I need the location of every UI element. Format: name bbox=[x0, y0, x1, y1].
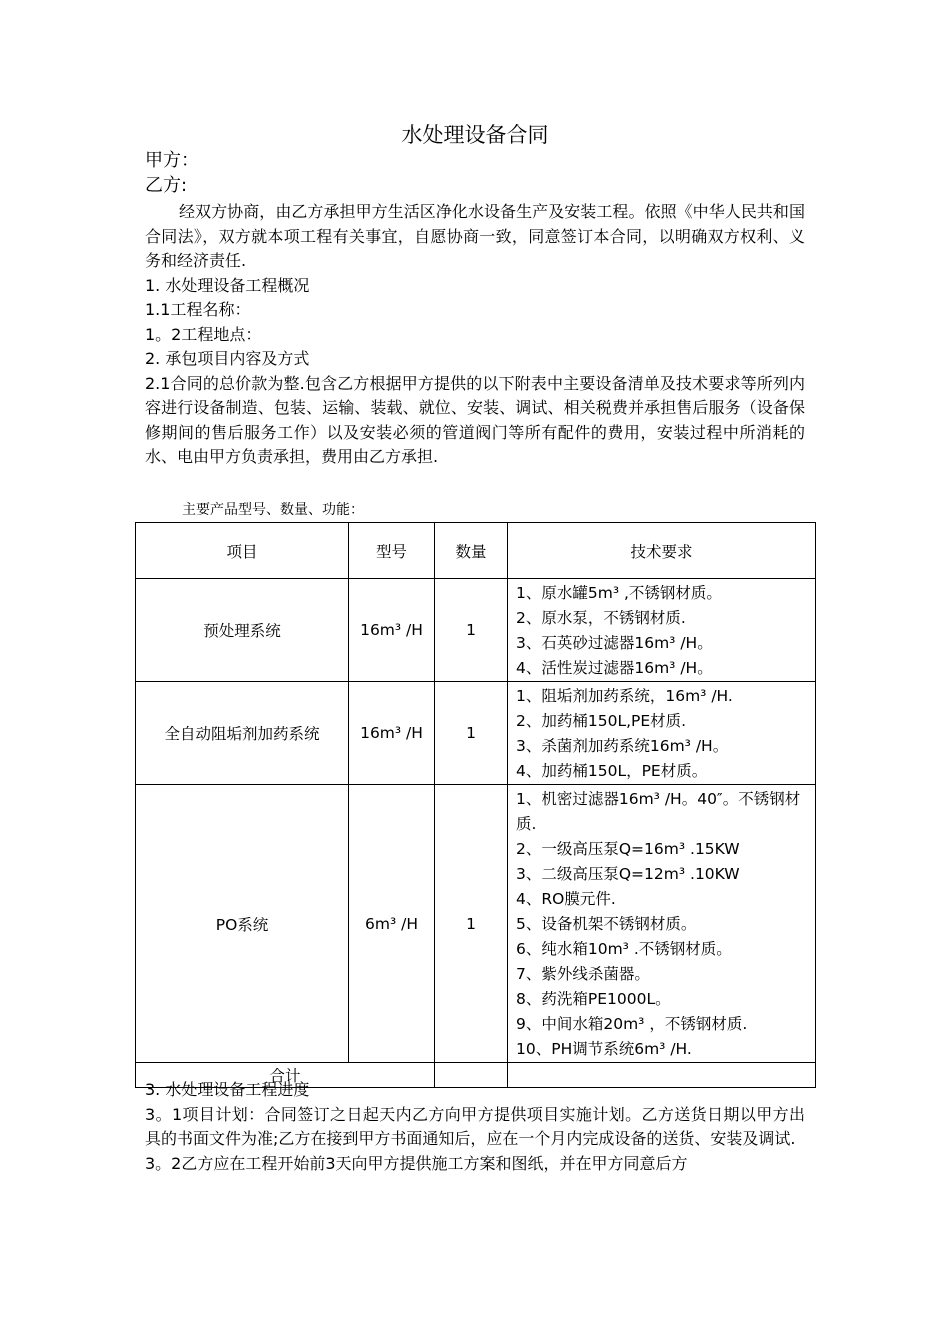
requirement-line: 4、活性炭过滤器16m³ /H。 bbox=[516, 659, 713, 677]
requirement-line: 5、设备机架不锈钢材质。 bbox=[516, 915, 697, 933]
requirement-line: 4、加药桶150L，PE材质。 bbox=[516, 762, 708, 780]
requirement-line: 2、加药桶150L,PE材质. bbox=[516, 712, 687, 730]
requirement-line: 1、机密过滤器16m³ /H。40″。不锈钢材质. bbox=[516, 790, 801, 833]
section-1-heading: 1. 水处理设备工程概况 bbox=[145, 275, 310, 295]
item-cell: PO系统 bbox=[136, 785, 349, 1063]
quantity-cell: 1 bbox=[435, 785, 508, 1063]
requirement-line: 6、纯水箱10m³ .不锈钢材质。 bbox=[516, 940, 732, 958]
section-1-2: 1。2工程地点： bbox=[145, 324, 262, 344]
requirements-cell bbox=[508, 579, 816, 682]
model-cell: 6m³ /H bbox=[349, 785, 435, 1063]
requirement-line: 1、阻垢剂加药系统，16m³ /H. bbox=[516, 687, 733, 705]
requirement-line: 2、一级高压泵Q=16m³ .15KW bbox=[516, 840, 740, 858]
contract-body-bottom bbox=[145, 1078, 805, 1176]
requirement-line: 3、二级高压泵Q=12m³ .10KW bbox=[516, 865, 740, 883]
requirements-cell bbox=[508, 785, 816, 1063]
requirement-line: 3、石英砂过滤器16m³ /H。 bbox=[516, 634, 713, 652]
party-b-label: 乙方: bbox=[145, 175, 188, 196]
party-a-label: 甲方： bbox=[145, 150, 199, 171]
quantity-cell: 1 bbox=[435, 579, 508, 682]
header-quantity: 数量 bbox=[435, 523, 508, 579]
table-header-row bbox=[136, 523, 816, 579]
requirement-line: 9、中间水箱20m³ ，不锈钢材质. bbox=[516, 1015, 748, 1033]
requirement-line: 4、RO膜元件. bbox=[516, 890, 616, 908]
table-row bbox=[136, 785, 816, 1063]
contract-body-top bbox=[145, 200, 805, 470]
section-2-1: 2.1合同的总价款为整.包含乙方根据甲方提供的以下附表中主要设备清单及技术要求等所列内容进行设备制造、包装、运输、装载、就位、安装、调试、相关税费并承担售后服务（设备保修期间的售后服务工作）以及安装必须的管道阀门等所有配件的费用，安装过程中所消耗的水、电由甲方负责承担，费用由乙方承担. bbox=[145, 373, 805, 466]
header-model: 型号 bbox=[349, 523, 435, 579]
section-3-2: 3。2乙方应在工程开始前3天向甲方提供施工方案和图纸，并在甲方同意后方 bbox=[145, 1153, 688, 1173]
intro-paragraph: 经双方协商，由乙方承担甲方生活区净化水设备生产及安装工程。依照《中华人民共和国合同法》，双方就本项工程有关事宜，自愿协商一致，同意签订本合同，以明确双方权利、义务和经济责任. bbox=[145, 202, 805, 270]
model-cell: 16m³ /H bbox=[349, 682, 435, 785]
header-item: 项目 bbox=[136, 523, 349, 579]
item-cell: 全自动阻垢剂加药系统 bbox=[136, 682, 349, 785]
model-cell: 16m³ /H bbox=[349, 579, 435, 682]
section-3-1: 3。1项目计划：合同签订之日起天内乙方向甲方提供项目实施计划。乙方送货日期以甲方出具的书面文件为准;乙方在接到甲方书面通知后，应在一个月内完成设备的送货、安装及调试. bbox=[145, 1104, 805, 1148]
section-2-heading: 2. 承包项目内容及方式 bbox=[145, 349, 310, 368]
requirement-line: 7、紫外线杀菌器。 bbox=[516, 965, 650, 983]
equipment-table bbox=[135, 522, 816, 1088]
total-label: 合计 bbox=[136, 1063, 435, 1088]
document-title: 水处理设备合同 bbox=[401, 123, 549, 147]
requirements-cell bbox=[508, 682, 816, 785]
item-cell: 预处理系统 bbox=[136, 579, 349, 682]
table-caption: 主要产品型号、数量、功能： bbox=[182, 502, 364, 518]
requirement-line: 1、原水罐5m³ ,不锈钢材质。 bbox=[516, 584, 722, 602]
section-3-heading: 3. 水处理设备工程进度 bbox=[145, 1080, 310, 1099]
header-requirements: 技术要求 bbox=[508, 523, 816, 579]
requirement-line: 2、原水泵，不锈钢材质. bbox=[516, 609, 686, 627]
section-1-1: 1.1工程名称： bbox=[145, 300, 251, 319]
requirement-line: 10、PH调节系统6m³ /H. bbox=[516, 1040, 692, 1058]
requirement-line: 3、杀菌剂加药系统16m³ /H。 bbox=[516, 737, 729, 755]
requirement-line: 8、药洗箱PE1000L。 bbox=[516, 990, 671, 1008]
table-row bbox=[136, 579, 816, 682]
quantity-cell: 1 bbox=[435, 682, 508, 785]
table-row bbox=[136, 682, 816, 785]
